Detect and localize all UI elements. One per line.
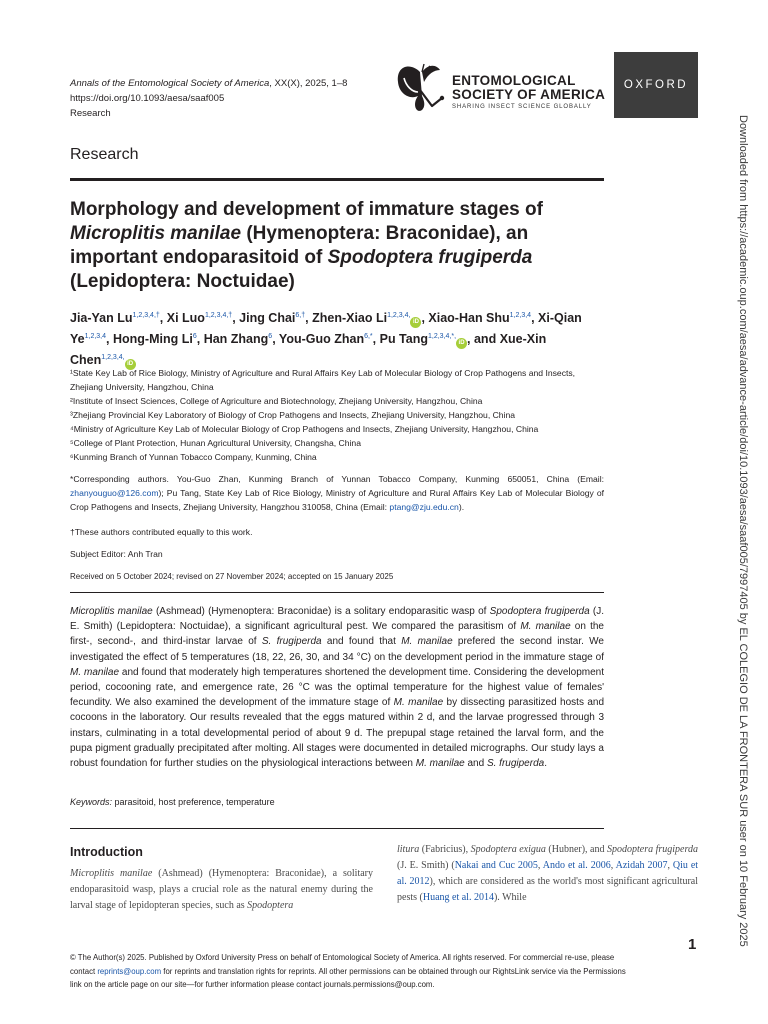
abstract-text: on the first-, second-, and third-instar larvae of [70,621,604,648]
corr-text-1: *Corresponding authors. You-Guo Zhan, Kunming Branch of Yunnan Tobacco Company, Kunming 650051, China (Email: [70,474,604,484]
author-separator: , [196,332,204,346]
orcid-icon[interactable]: iD [410,317,421,328]
body-text: ). While [493,892,527,903]
society-tagline: SHARING INSECT SCIENCE GLOBALLY [452,104,592,110]
footer-text-1: © The Author(s) 2025. Published by Oxford University Press on behalf of Entomological Society of America. All rights reserved. For commercial re-use, please contact [70,953,615,976]
butterfly-icon [392,60,450,118]
download-sidebar [735,115,751,947]
species-name: S. frugiperda [486,758,545,770]
species-name: Microplitis manilae [70,868,153,879]
author-affiliation-marks: 1,2,3,4,† [132,312,160,319]
author-name: Pu Tang [379,332,428,346]
abstract-text: and [464,758,487,770]
species-name: litura [397,844,420,855]
abstract-text: (J. E. Smith) (Lepidoptera: Noctuidae), a significant agricultural pest. We compared the parasitism of [70,606,605,633]
society-line-2: SOCIETY OF AMERICA [452,87,606,102]
citation-link[interactable]: Qiu et al. 2012 [397,860,699,887]
body-text: (Hubner), and [545,844,607,855]
citation-link[interactable]: Ando et al. 2006 [542,860,611,871]
author-name: Xi Luo [166,311,205,325]
title-species-1: Microplitis manilae [70,223,242,244]
body-text: (Fabricius), [419,844,471,855]
abstract-bottom-rule [70,828,604,829]
species-name: M. manilae [70,666,120,678]
email-link-tang[interactable]: ptang@zju.edu.cn [389,502,459,512]
abstract-text: (Ashmead) (Hymenoptera: Braconidae) is a solitary endoparasitic wasp of [152,606,490,617]
article-title [70,198,590,294]
article-type: Research [70,108,111,119]
oxford-logo: OXFORD [614,52,698,118]
introduction-right-column [397,842,698,906]
orcid-icon[interactable]: iD [125,359,136,370]
author-affiliation-marks: 1,2,3,4 [509,312,532,319]
author-list [70,307,604,370]
author-affiliation-marks: 1,2,3,4, [101,354,125,361]
author-separator: , [272,332,279,346]
corresponding-authors [70,472,604,514]
author-separator: , and [467,332,500,346]
author-affiliation-marks: 6,† [295,312,306,319]
society-line-1: ENTOMOLOGICAL [452,73,576,88]
corr-text-2: ); Pu Tang, State Key Lab of Rice Biology, Ministry of Agriculture and Rural Affairs Key Lab of Molecular Biology of Crop Pathogens and Insects, Zhejiang University, Hangzhou 310058, China (Email: [70,488,604,512]
body-text: , [667,860,673,871]
body-text: (Ashmead) (Hymenoptera: Braconidae), a solitary endoparasitoid wasp, plays a crucial role as the natural enemy during the larval stage of lepidopteran species, such as [70,868,373,911]
species-name: Microplitis manilae [70,606,153,617]
author-name: Xiao-Han Shu [428,311,510,325]
abstract-text: prefered the second instar. We investigated the effect of 5 temperatures (18, 22, 26, 30, and 34 °C) on the development period in the immature stage of [70,636,604,663]
affiliation-list [70,366,604,464]
body-text: , [537,860,543,871]
keywords [70,797,275,807]
esa-logo [392,60,607,120]
journal-name: Annals of the Entomological Society of America [70,78,270,89]
author-affiliation-marks: 1,2,3,4, [387,312,411,319]
affiliation: ⁶Kunming Branch of Yunnan Tobacco Company, Kunming, China [70,452,317,462]
title-part-1: Morphology and development of immature stages of [70,199,543,220]
species-name: S. frugiperda [261,636,322,648]
section-label: Research [70,146,139,163]
author-affiliation-marks: 1,2,3,4 [84,333,107,340]
journal-issue: , XX(X), 2025, 1–8 [269,78,348,89]
keywords-text: parasitoid, host preference, temperature [112,797,275,807]
keywords-label: Keywords: [70,797,113,807]
species-name: Spodoptera frugiperda [606,844,698,855]
author-affiliation-marks: 1,2,3,4,† [204,312,233,319]
author-name: Zhen-Xiao Li [312,311,388,325]
orcid-icon[interactable]: iD [456,338,467,349]
header-rule [70,178,604,181]
abstract-text: and found that moderately high temperatures shortened the development time. Considering the development period, cocooning rate, and emergence rate, 26 °C was the optimal temperature for the highest value of females' fecundity. We also examined the development of the immature stage of [70,666,604,709]
journal-citation [70,76,347,91]
email-link-zhan[interactable]: zhanyouguo@126.com [70,488,159,498]
body-text: ), which are considered as the world's most significant agricultural pests ( [397,876,698,903]
author-separator: , [372,332,380,346]
author-separator: , [305,311,313,325]
page-number: 1 [688,936,697,953]
body-text: (J. E. Smith) ( [397,860,455,871]
corr-text-3: ). [458,502,465,512]
author-affiliation-marks: 1,2,3,4,*, [428,333,457,340]
esa-wordmark [452,74,605,110]
species-name: Spodoptera [247,900,294,911]
doi-link[interactable]: https://doi.org/10.1093/aesa/saaf005 [70,93,225,104]
citation-link[interactable]: Nakai and Cuc 2005 [454,860,538,871]
equal-contribution-note: †These authors contributed equally to this work. [70,527,253,537]
author-separator: , [106,332,113,346]
author-separator: , [531,311,539,325]
author-name: You-Guo Zhan [278,332,365,346]
abstract-text: and found that [321,636,402,648]
citation-link[interactable]: Huang et al. 2014 [422,892,494,903]
affiliation: ¹State Key Lab of Rice Biology, Ministry of Agriculture and Rural Affairs Key Lab of Molecular Biology of Crop Pathogens and Insects, Zhejiang University, Hangzhou, China [70,368,576,392]
introduction-left-column [70,866,373,914]
footer-text-2: for reprints and translation rights for reprints. All other permissions can be obtained through our RightsLink service via the Permissions link on the article page on our site—for further information please contact journals.permissions@oup.com. [70,966,626,989]
affiliation: ⁵College of Plant Protection, Hunan Agricultural University, Changsha, China [70,438,361,448]
title-part-3: (Lepidoptera: Noctuidae) [70,271,295,292]
citation-link[interactable]: Azidah 2007 [615,860,668,871]
author-name: Hong-Ming Li [112,332,193,346]
author-name: Han Zhang [203,332,269,346]
received-dates: Received on 5 October 2024; revised on 27 November 2024; accepted on 15 January 2025 [70,572,394,581]
abstract-top-rule [70,592,604,593]
author-affiliation-marks: 6,* [364,333,373,340]
species-name: Spodoptera exigua [470,844,546,855]
journal-meta [70,76,347,121]
author-affiliation-marks: 6 [268,333,273,340]
species-name: Spodoptera frugiperda [489,606,590,617]
author-name: Xi-Qian Ye [70,311,582,346]
introduction-heading: Introduction [70,845,143,859]
species-name: M. manilae [415,758,465,770]
body-text: , [610,860,616,871]
subject-editor: Subject Editor: Anh Tran [70,549,163,559]
abstract-text: by dissecting parasitized hosts and cocoons in the laboratory. Our results revealed that the eggs matured within 2 d, and the larvae progressed through 3 instars, culminating in a total developmental period of about 9 d. The prepupal stage retained the larval form, and the pupa pigment gradually precipitated after molting. All stages were documented in detailed micrographs. Our study lays a robust foundation for further studies on the physiological interactions between [70,697,605,770]
species-name: M. manilae [393,697,444,709]
author-separator: , [232,311,240,325]
author-name: Xue-Xin Chen [70,332,547,367]
reprints-link[interactable]: reprints@oup.com [97,966,162,976]
affiliation: ³Zhejiang Provincial Key Laboratory of Biology of Crop Pathogens and Insects, Zhejiang University, Hangzhou, China [70,410,516,420]
author-separator: , [159,311,167,325]
author-affiliation-marks: 6 [192,333,197,340]
species-name: M. manilae [401,636,453,648]
author-separator: , [421,311,429,325]
abstract-text: . [544,758,547,770]
species-name: M. manilae [520,621,571,633]
title-part-2: (Hymenoptera: Braconidae), an important endoparasitoid of [70,223,529,268]
abstract [70,604,604,771]
author-name: Jing Chai [239,311,296,325]
author-name: Jia-Yan Lu [70,311,133,325]
affiliation: ⁴Ministry of Agriculture Key Lab of Molecular Biology of Crop Pathogens and Insects, Zhejiang University, Hangzhou, China [70,424,539,434]
affiliation: ²Institute of Insect Sciences, College of Agriculture and Biotechnology, Zhejiang University, Hangzhou, China [70,396,483,406]
copyright-footer [70,951,630,992]
title-species-2: Spodoptera frugiperda [327,247,533,268]
download-note: Downloaded from https://academic.oup.com/aesa/advance-article/doi/10.1093/aesa/saaf005/7997405 by EL COLEGIO DE LA FRONTERA SUR user on 10 February 2025 [737,115,749,947]
